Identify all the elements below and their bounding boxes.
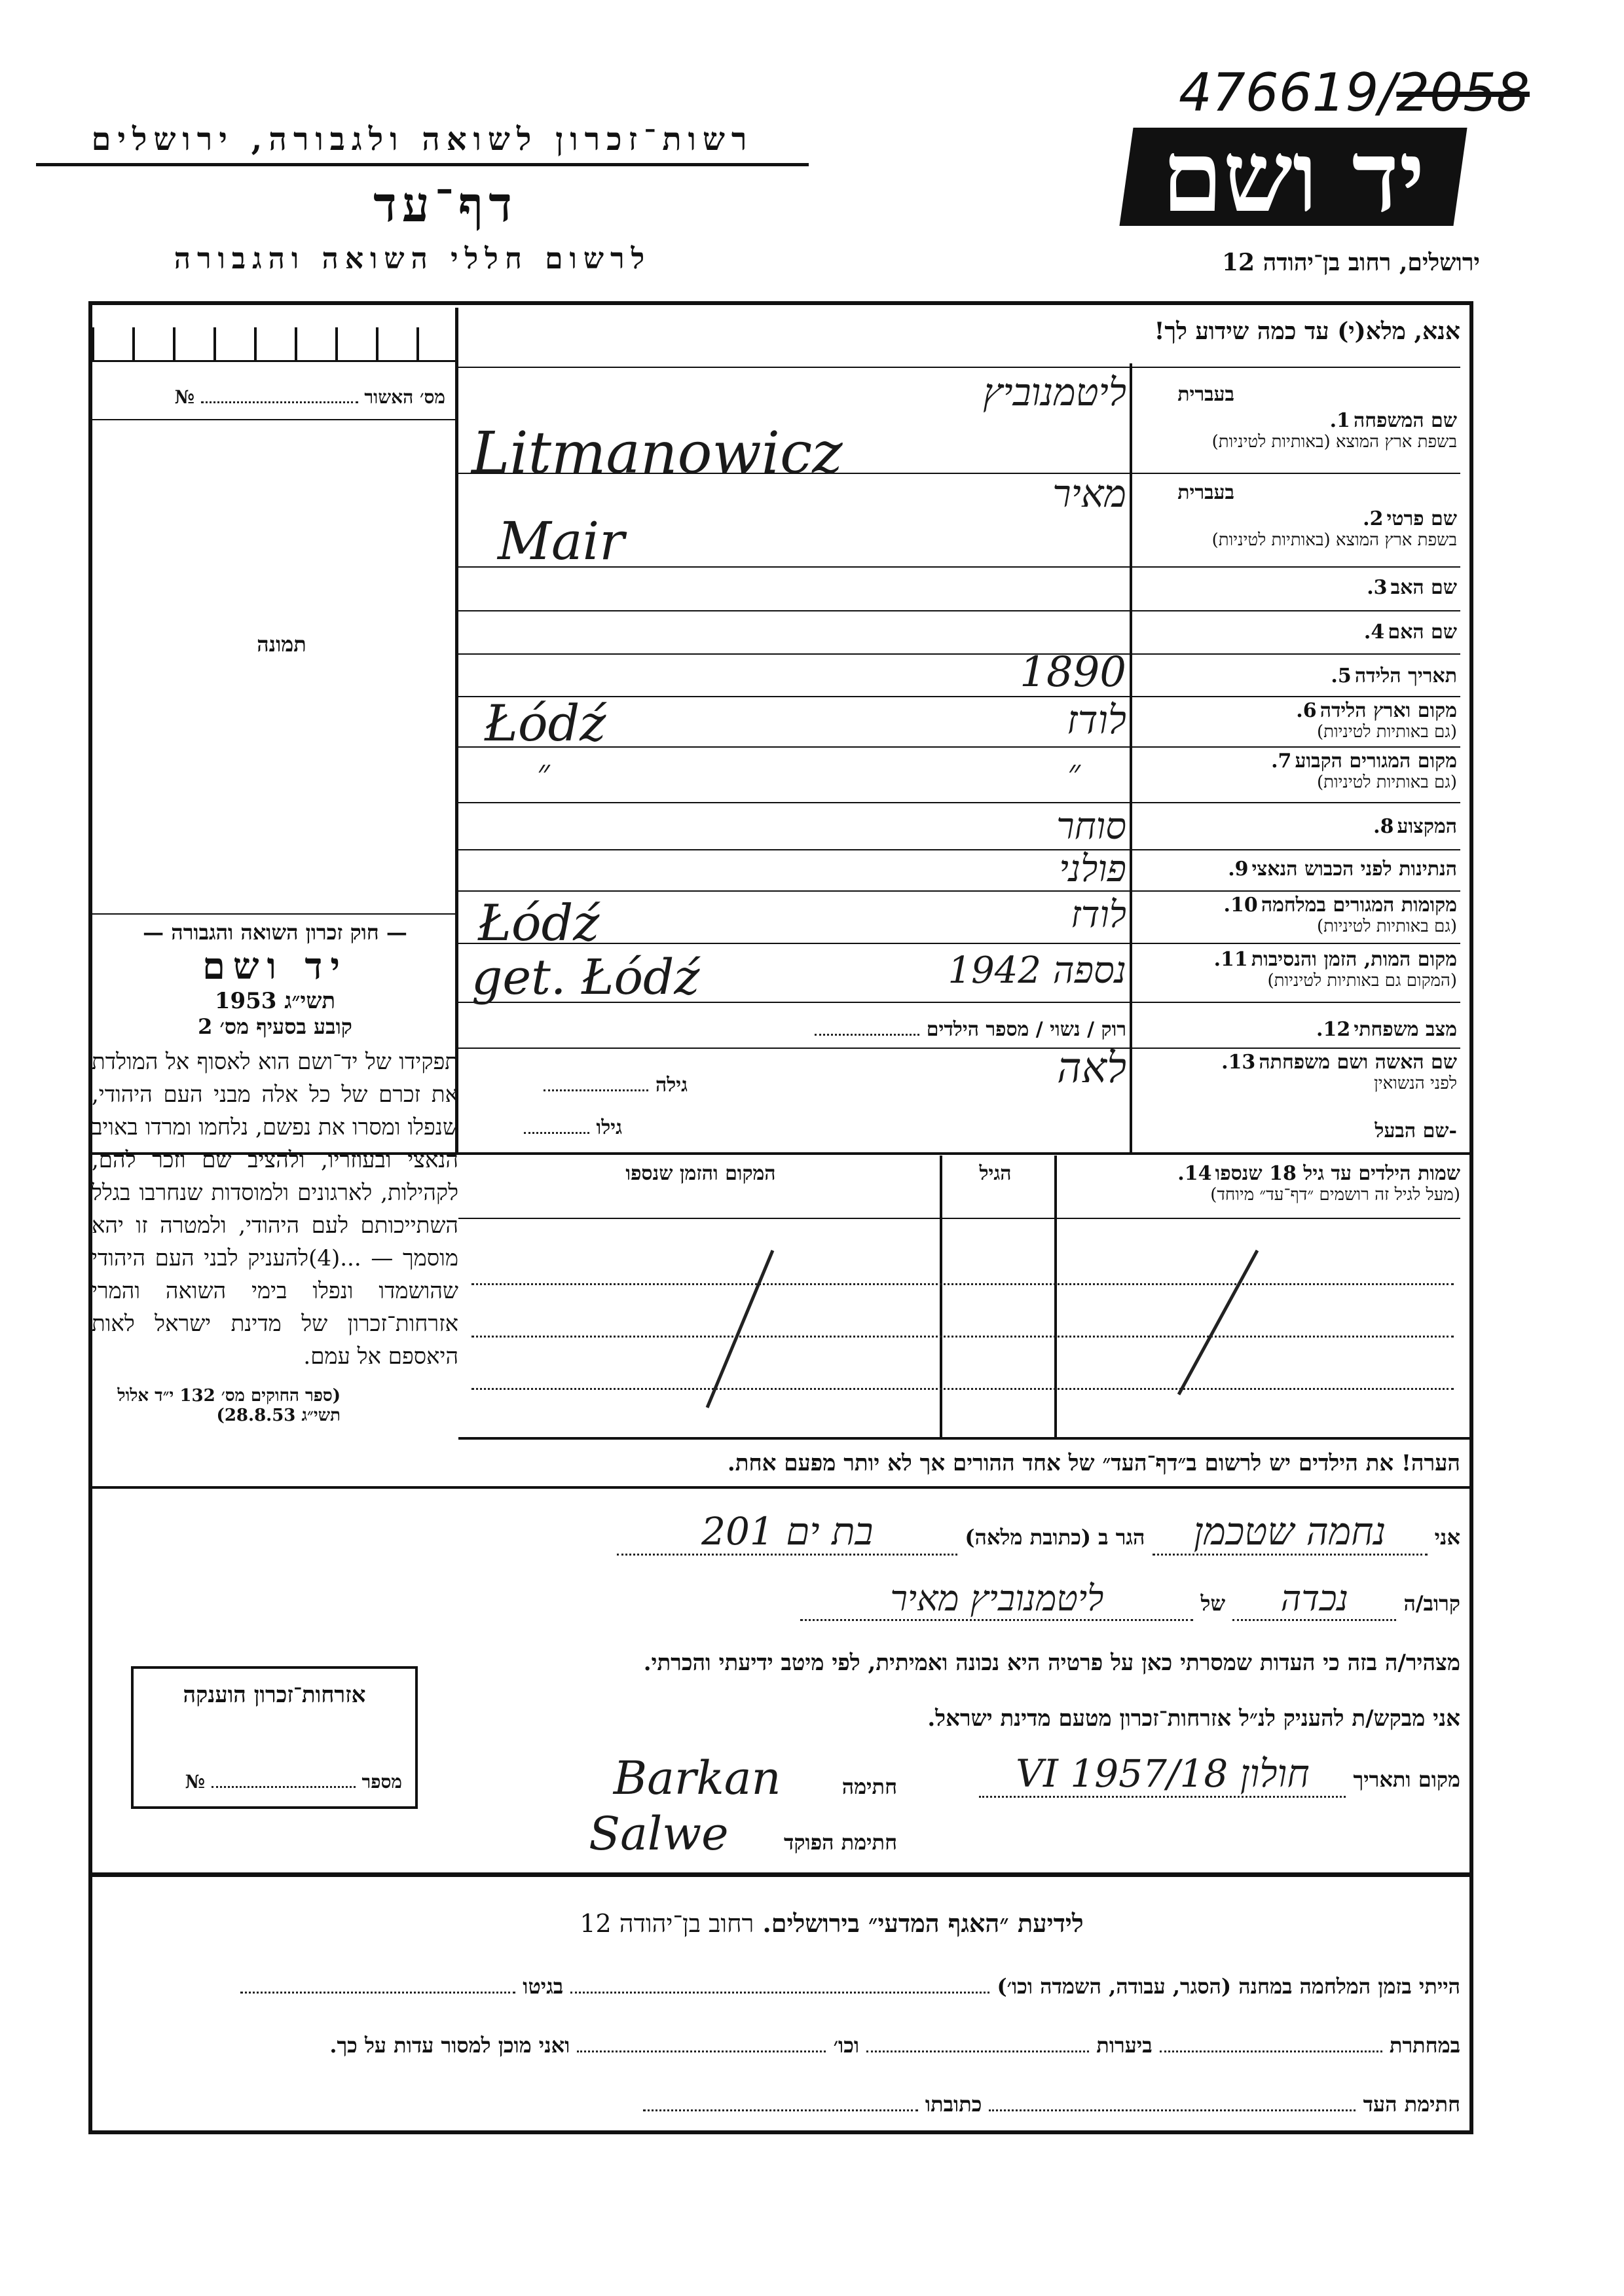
field-3-label bbox=[1136, 576, 1457, 599]
footer-line-2 bbox=[111, 2033, 1460, 2058]
place-date-value[interactable]: חולון 18/VI 1957 bbox=[979, 1751, 1346, 1798]
approval-number-label bbox=[98, 386, 445, 409]
field-6-sub: (גם באותיות לטיניות) bbox=[1316, 722, 1457, 742]
photo-divider bbox=[92, 913, 455, 915]
approval-divider bbox=[92, 419, 455, 420]
declarant-name[interactable]: נחמה שטכמן bbox=[1153, 1509, 1428, 1556]
field-6-label-text: מקום וארץ הלידה bbox=[1320, 699, 1457, 722]
footer-camp-label: הייתי בזמן המלחמה במחנה (הסגר, עבודה, השמדה וכו׳) bbox=[997, 1974, 1460, 1999]
footer-camp-field[interactable] bbox=[570, 1992, 989, 1994]
husband-age-label: גילו bbox=[596, 1116, 622, 1139]
signature-row bbox=[471, 1751, 897, 1805]
field-9-num: 9. bbox=[1228, 858, 1249, 881]
children-header-sub: (מעל לגיל זה רושמים ״דף־עד״ מיוחד) bbox=[1210, 1185, 1460, 1205]
field-8-num: 8. bbox=[1373, 815, 1394, 838]
approval-number-cells bbox=[92, 327, 455, 362]
field-10-num: 10. bbox=[1223, 894, 1258, 917]
field-6-hebrew-value[interactable]: לודז bbox=[1066, 697, 1126, 743]
archive-number-struck: 2058 bbox=[1396, 62, 1530, 123]
field-7-hebrew-value[interactable]: ״ bbox=[1067, 753, 1080, 792]
field-11-latin-value[interactable]: get. Łódź bbox=[471, 949, 700, 1006]
field-12-label-text: מצב משפחתי bbox=[1354, 1018, 1457, 1041]
row-divider-7 bbox=[458, 802, 1460, 803]
field-11-label-text: מקום המות, הזמן והנסיבות bbox=[1251, 948, 1457, 971]
field-2-latin-value[interactable]: Mair bbox=[498, 511, 625, 572]
field-9-value[interactable]: פולני bbox=[1059, 848, 1126, 890]
certificate-number bbox=[147, 1771, 402, 1793]
signature-label: חתימה bbox=[841, 1774, 897, 1799]
law-clause: קובע בסעיף מס׳ 2 bbox=[198, 1014, 352, 1039]
footer-witness-address-label: כתובתו bbox=[925, 2092, 982, 2117]
field-1-hebrew-value[interactable]: ליטמנוביץ bbox=[983, 370, 1126, 414]
footer-underground-field[interactable] bbox=[1160, 2050, 1382, 2052]
field-3-num: 3. bbox=[1367, 576, 1388, 599]
declaration-line-2 bbox=[471, 1578, 1460, 1621]
relation-value[interactable]: נכדה bbox=[1232, 1578, 1396, 1621]
field-10-label-text: מקומות המגורים במלחמה bbox=[1261, 894, 1457, 917]
field-5-num: 5. bbox=[1331, 665, 1352, 687]
field-12-options-text: רוק / נשוי / מספר הילדים bbox=[926, 1018, 1126, 1041]
field-1-label bbox=[1136, 409, 1457, 452]
children-row-1 bbox=[471, 1283, 1454, 1285]
field-13-label-text: שם האשה ושם משפחתה bbox=[1259, 1051, 1457, 1074]
husband-label: -שם הבעל bbox=[1375, 1120, 1457, 1142]
field-11-label bbox=[1136, 948, 1457, 991]
approval-number-dots bbox=[201, 401, 358, 403]
children-header-line bbox=[458, 1218, 1460, 1219]
footer-divider bbox=[92, 1872, 1473, 1877]
field-5-value[interactable]: 1890 bbox=[1020, 648, 1126, 697]
field-11-sub: (המקום גם באותיות לטיניות) bbox=[1267, 971, 1457, 991]
field-11-num: 11. bbox=[1213, 948, 1248, 971]
children-col-div-1 bbox=[1054, 1156, 1057, 1437]
children-row-3 bbox=[471, 1388, 1454, 1390]
wife-age-label: גילה bbox=[655, 1074, 688, 1097]
law-title: — חוק זכרון השואה והגבורה — bbox=[143, 920, 407, 945]
footer-ghetto-field[interactable] bbox=[240, 1992, 515, 1994]
footer-heading bbox=[471, 1908, 1192, 1939]
victim-name-repeat[interactable]: ליטמנוביץ מאיר bbox=[800, 1578, 1193, 1621]
header-address: ירושלים, רחוב בן־יהודה 12 bbox=[1221, 249, 1480, 276]
form-instruction: אנא, מלא(י) עד כמה שידוע לך! bbox=[1154, 318, 1460, 345]
field-1-label-text: שם המשפחה bbox=[1353, 409, 1457, 432]
footer-title: לידיעת ״האגף המדעי״ בירושלים. bbox=[762, 1908, 1084, 1938]
field-9-label-text: הנתינות לפני הכבוש הנאצי bbox=[1251, 858, 1457, 881]
field-13-value[interactable]: לאה bbox=[1057, 1044, 1126, 1093]
field-8-label bbox=[1136, 815, 1457, 838]
field-10-hebrew-value[interactable]: לודז bbox=[1070, 894, 1126, 936]
declaration-address-label: הגר ב (כתובת מלאה) bbox=[965, 1525, 1145, 1550]
note-bottom-line bbox=[92, 1486, 1473, 1489]
field-7-latin-value[interactable]: ״ bbox=[537, 753, 550, 792]
declaration-statement: מצהיר/ה בזה כי העדות שמסרתי כאן על פרטיה היא נכונה ואמיתית, לפי מיטב ידיעתי והכרתי. bbox=[643, 1650, 1460, 1676]
children-header bbox=[1061, 1162, 1460, 1205]
footer-witness-sig-field[interactable] bbox=[989, 2109, 1356, 2111]
place-date-row bbox=[917, 1751, 1460, 1798]
field-9-label bbox=[1136, 858, 1457, 881]
law-name: יד ושם bbox=[202, 945, 348, 988]
wife-age bbox=[471, 1074, 688, 1097]
official-signature-label: חתימת הפוקד bbox=[784, 1830, 897, 1855]
certificate-number-label: מספר bbox=[361, 1771, 402, 1793]
field-13-num: 13. bbox=[1221, 1051, 1256, 1074]
certificate-number-dots bbox=[212, 1786, 356, 1788]
archive-number-value: 476619/ bbox=[1179, 62, 1397, 123]
field-10-label bbox=[1136, 894, 1457, 936]
institution-name: רשות־זכרון לשואה ולגבורה, ירושלים bbox=[36, 121, 809, 166]
label-column-divider bbox=[1130, 363, 1132, 1152]
children-empty-mark-2 bbox=[681, 1244, 786, 1414]
yad-vashem-logo bbox=[1119, 119, 1467, 234]
law-year bbox=[92, 988, 458, 1014]
children-col-place: המקום והזמן שנספו bbox=[625, 1162, 776, 1185]
field-5-label bbox=[1136, 665, 1457, 687]
approval-no-sign: № bbox=[174, 386, 194, 408]
form-subtitle: לרשום חללי השואה והגבורה bbox=[174, 242, 652, 276]
declaration-line-1 bbox=[471, 1509, 1460, 1556]
field-1-num: 1. bbox=[1329, 409, 1350, 432]
declarant-address[interactable]: בת ים 201 bbox=[617, 1509, 957, 1556]
children-col-div-2 bbox=[940, 1156, 942, 1437]
field-1-latin-value[interactable]: Litmanowicz bbox=[471, 419, 843, 486]
approval-label-text: מס׳ האשור bbox=[364, 386, 445, 408]
logo-text: יד ושם bbox=[1162, 119, 1425, 234]
row-divider-9 bbox=[458, 890, 1460, 892]
photo-placeholder-label: תמונה bbox=[257, 632, 306, 657]
field-6-label bbox=[1136, 699, 1457, 742]
footer-witness-sig-label: חתימת העד bbox=[1363, 2092, 1460, 2117]
footer-underground-label: במחתרת bbox=[1389, 2033, 1460, 2058]
row-divider-3 bbox=[458, 610, 1460, 611]
field-2-sub: בשפת ארץ המוצא (באותיות לטיניות) bbox=[1211, 530, 1457, 550]
law-source: (ספר החוקים מס׳ 132 י״ד אלול תשי״ג 28.8.53) bbox=[117, 1386, 341, 1425]
field-2-hebrew-tag: בעברית bbox=[1177, 481, 1234, 504]
certificate-title: אזרחות־זכרון הוענקה bbox=[183, 1682, 366, 1708]
declaration-i-label: אני bbox=[1434, 1525, 1460, 1550]
footer-forests-label: ביערות bbox=[1096, 2033, 1153, 2058]
footer-line-1 bbox=[111, 1974, 1460, 1999]
footer-address: רחוב בן־יהודה 12 bbox=[580, 1909, 754, 1938]
field-2-num: 2. bbox=[1363, 507, 1384, 530]
field-2-label-text: שם פרטי bbox=[1386, 507, 1457, 530]
footer-line-3 bbox=[393, 2092, 1460, 2117]
field-6-latin-value[interactable]: Łódź bbox=[485, 694, 606, 752]
row-divider-top bbox=[458, 367, 1460, 368]
field-7-num: 7. bbox=[1271, 750, 1292, 773]
footer-ghetto-label: בגיטו bbox=[523, 1974, 564, 1999]
declarant-signature[interactable]: Barkan bbox=[613, 1751, 781, 1805]
certificate-no-sign: № bbox=[185, 1771, 205, 1793]
official-signature[interactable]: Salwe bbox=[589, 1807, 729, 1861]
field-13-label bbox=[1136, 1051, 1457, 1093]
field-12-options bbox=[655, 1018, 1126, 1041]
relative-label: קרוב/ה bbox=[1403, 1591, 1460, 1616]
field-13-sub: לפני הנשואין bbox=[1374, 1074, 1457, 1093]
footer-etc-field[interactable] bbox=[577, 2050, 826, 2052]
children-header-num: 14. bbox=[1177, 1162, 1212, 1185]
children-col-age: הגיל bbox=[979, 1162, 1012, 1185]
footer-etc-label: וכו׳ bbox=[833, 2033, 860, 2058]
law-sidebar bbox=[92, 920, 458, 1425]
law-text: תפקידו של יד־ושם הוא לאסוף אל המולדת את זכרם של כל אלה מבני העם היהודי, שנפלו ומסרו את נפשם, נלחמו ומרדו באויב הנאצי ובעוזריו, ולהציב שם וזכר להם, לקהילות, לארגונים ולמוסדות שנחרבו בגלל השתייכותם לעם היהודי, ולמטרה זו יהא מוסמך — ...(4)להעניק לבני העם היהודי שהושמדו ונפלו בימי השואה והמרי אזרחות־זכרון של מדינת ישראל לאות היאספם אל עמם. bbox=[92, 1049, 459, 1370]
field-8-label-text: המקצוע bbox=[1397, 815, 1457, 838]
footer-witness-address-field[interactable] bbox=[643, 2109, 918, 2111]
field-1-hebrew-tag: בעברית bbox=[1177, 383, 1234, 406]
children-count-dots bbox=[815, 1034, 919, 1036]
field-5-label-text: תאריך הלידה bbox=[1354, 665, 1457, 687]
field-2-label bbox=[1136, 507, 1457, 550]
note-top-line bbox=[458, 1437, 1473, 1440]
field-1-sub: בשפת ארץ המוצא (באותיות לטיניות) bbox=[1211, 432, 1457, 452]
field-11-hebrew-value[interactable]: נספה 1942 bbox=[948, 949, 1126, 992]
husband-age-dots bbox=[524, 1132, 589, 1134]
field-12-num: 12. bbox=[1316, 1018, 1351, 1041]
children-empty-mark-1 bbox=[1166, 1244, 1270, 1401]
field-3-label-text: שם האב bbox=[1390, 576, 1457, 599]
children-header-label: שמות הילדים עד גיל 18 שנספו bbox=[1215, 1162, 1460, 1185]
law-year-he: תשי״ג bbox=[284, 988, 336, 1014]
field-10-sub: (גם באותיות לטיניות) bbox=[1316, 917, 1457, 936]
form-title: דף־עד bbox=[373, 177, 517, 233]
field-4-num: 4. bbox=[1363, 621, 1385, 644]
field-4-label-text: שם האם bbox=[1388, 621, 1457, 644]
field-2-hebrew-value[interactable]: מאיר bbox=[1052, 471, 1126, 516]
archive-number bbox=[1179, 62, 1530, 123]
footer-forests-field[interactable] bbox=[866, 2050, 1089, 2052]
field-7-sub: (גם באותיות לטיניות) bbox=[1316, 773, 1457, 792]
declaration-request: אני מבקש/ת להעניק לנ״ל אזרחות־זכרון מטעם מדינת ישראל. bbox=[927, 1705, 1460, 1732]
place-date-label: מקום ותאריך bbox=[1353, 1767, 1460, 1792]
certificate-box bbox=[131, 1666, 418, 1809]
field-8-value[interactable]: סוחר bbox=[1056, 805, 1126, 848]
husband-age bbox=[471, 1116, 622, 1139]
field-7-label-text: מקום המגורים הקבוע bbox=[1295, 750, 1457, 773]
field-10-latin-value[interactable]: Łódź bbox=[478, 894, 600, 952]
field-4-label bbox=[1136, 621, 1457, 644]
field-6-num: 6. bbox=[1296, 699, 1317, 722]
footer-willing-label: ואני מוכן למסור עדות על כך. bbox=[329, 2033, 570, 2058]
field-7-label bbox=[1136, 750, 1457, 792]
of-label: של bbox=[1200, 1591, 1226, 1616]
official-signature-row bbox=[471, 1807, 897, 1861]
law-year-num: 1953 bbox=[214, 988, 277, 1014]
note-text: הערה! את הילדים יש לרשום ב״דף־העד״ של אחד ההורים אך לא יותר מפעם אחת. bbox=[727, 1450, 1460, 1476]
field-12-label bbox=[1136, 1018, 1457, 1041]
children-row-2 bbox=[471, 1336, 1454, 1338]
wife-age-dots bbox=[544, 1089, 648, 1091]
